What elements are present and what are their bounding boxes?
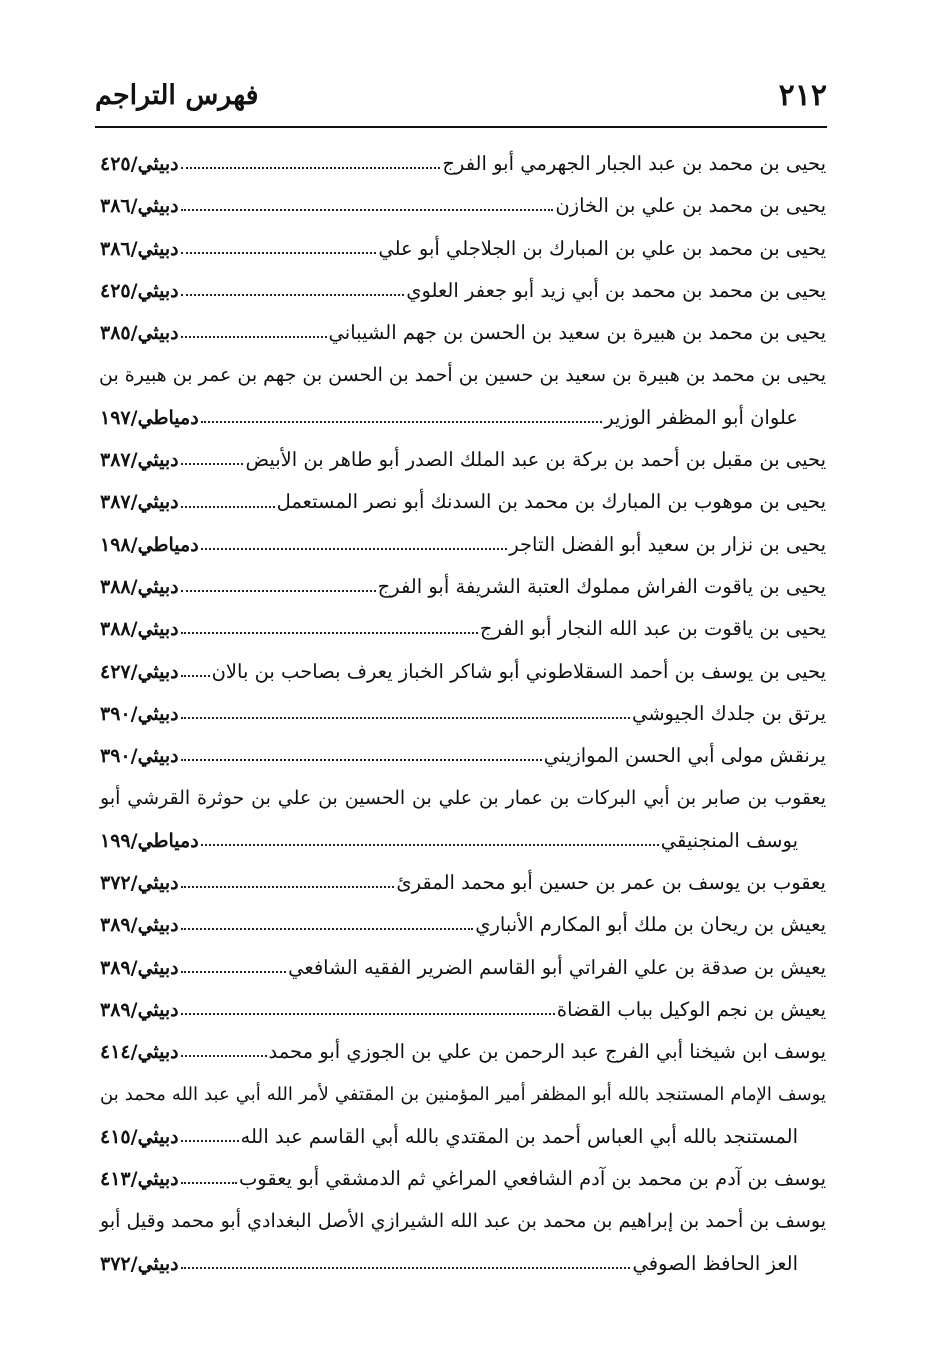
index-entry (100, 143, 826, 185)
index-entry (100, 777, 826, 862)
entry-reference: دبيثي/٤٢٧ (100, 660, 179, 683)
entry-name: يحيى بن موهوب بن المبارك بن محمد بن السدنك أبو نصر المستعمل (276, 490, 826, 514)
index-entry (100, 481, 826, 523)
entry-name: يحيى بن نزار بن سعيد أبو الفضل التاجر (509, 532, 826, 556)
entry-name: المستنجد بالله أبي العباس أحمد بن المقتدي بالله أبي القاسم عبد الله (240, 1124, 798, 1148)
index-entry (100, 1074, 826, 1159)
entry-line (100, 1158, 826, 1200)
entry-continuation-line (100, 397, 826, 439)
entry-reference: دبيثي/٤١٥ (100, 1125, 179, 1148)
index-entry (100, 439, 826, 481)
dot-leader (181, 167, 441, 169)
entry-line (100, 270, 826, 312)
entry-reference: دمياطي/١٩٩ (100, 829, 199, 852)
entry-line (100, 354, 826, 396)
entry-reference: دبيثي/٤٢٥ (100, 279, 179, 302)
index-entry (100, 354, 826, 439)
entry-reference: دبيثي/٣٧٢ (100, 1252, 179, 1275)
entry-reference: دبيثي/٣٨٦ (100, 237, 179, 260)
entry-reference: دبيثي/٤٢٥ (100, 153, 179, 175)
biography-index-list (100, 143, 826, 1285)
entry-line (100, 777, 826, 819)
dot-leader (181, 590, 376, 592)
index-entry (100, 651, 826, 693)
entry-reference: دبيثي/٣٨٧ (100, 491, 179, 514)
index-entry (100, 608, 826, 650)
dot-leader (181, 1267, 631, 1269)
entry-name: يوسف بن أحمد بن إبراهيم بن محمد بن عبد الله الشيرازي الأصل البغدادي أبو محمد وقيل أبو (100, 1210, 826, 1233)
index-entry (100, 270, 826, 312)
entry-name: علوان أبو المظفر الوزير (604, 405, 798, 429)
index-entry (100, 228, 826, 270)
index-entry (100, 947, 826, 989)
entry-reference: دبيثي/٣٨٧ (100, 449, 179, 472)
entry-name: يحيى بن يوسف بن أحمد السقلاطوني أبو شاكر الخباز يعرف بصاحب بن بالان (211, 659, 826, 683)
entry-reference: دمياطي/١٩٧ (100, 406, 199, 429)
entry-name: يعيش بن نجم الوكيل بباب القضاة (556, 997, 826, 1021)
entry-line (100, 947, 826, 989)
index-entry (100, 1031, 826, 1073)
entry-name: يحيى بن محمد بن علي بن الخازن (555, 194, 826, 218)
entry-line (100, 185, 826, 227)
index-entry (100, 566, 826, 608)
entry-name: يعقوب بن صابر بن أبي البركات بن عمار بن علي بن الحسين بن علي بن حوثرة القرشي أبو (100, 787, 826, 810)
dot-leader (181, 252, 377, 254)
dot-leader (201, 844, 659, 846)
index-entry (100, 693, 826, 735)
entry-line (100, 143, 826, 185)
entry-name: يوسف المنجنيقي (660, 828, 798, 852)
index-entry (100, 904, 826, 946)
entry-line (100, 693, 826, 735)
index-entry (100, 312, 826, 354)
entry-name: يحيى بن ياقوت بن عبد الله النجار أبو الفرج (479, 617, 826, 641)
entry-name: يوسف الإمام المستنجد بالله أبو المظفر أمير المؤمنين بن المقتفي لأمر الله أبي عبد الله محمد بن (100, 1083, 826, 1105)
page-header (95, 76, 827, 122)
dot-leader (181, 971, 287, 973)
entry-reference: دبيثي/٣٨٦ (100, 195, 179, 218)
entry-line (100, 651, 826, 693)
entry-reference: دمياطي/١٩٨ (100, 533, 199, 556)
index-entry (100, 1158, 826, 1200)
entry-reference: دبيثي/٤١٤ (100, 1041, 179, 1064)
entry-line (100, 228, 826, 270)
entry-name: يوسف ابن شيخنا أبي الفرج عبد الرحمن بن علي بن الجوزي أبو محمد (268, 1040, 826, 1064)
entry-reference: دبيثي/٤١٣ (100, 1168, 179, 1191)
index-entry (100, 735, 826, 777)
dot-leader (201, 548, 508, 550)
dot-leader (181, 886, 395, 888)
entry-reference: دبيثي/٣٧٢ (100, 872, 179, 895)
dot-leader (181, 336, 327, 338)
index-entry (100, 524, 826, 566)
header-rule (95, 126, 827, 128)
entry-reference: دبيثي/٣٨٨ (100, 575, 179, 598)
entry-name: يعيش بن ريحان بن ملك أبو المكارم الأنباري (475, 913, 826, 937)
entry-reference: دبيثي/٣٨٨ (100, 618, 179, 641)
entry-line (100, 735, 826, 777)
entry-name: يحيى بن محمد بن هبيرة بن سعيد بن الحسن بن جهم الشيباني (328, 321, 826, 345)
dot-leader (181, 1013, 555, 1015)
dot-leader (181, 294, 405, 296)
dot-leader (181, 209, 554, 211)
dot-leader (181, 1182, 237, 1184)
entry-name: يحيى بن محمد بن علي بن المبارك بن الجلاجلي أبو علي (378, 236, 826, 260)
entry-line (100, 481, 826, 523)
entry-line (100, 608, 826, 650)
index-entry (100, 185, 826, 227)
entry-name: يحيى بن محمد بن هبيرة بن سعيد بن حسين بن أحمد بن الحسن بن جهم بن عمر بن هبيرة بن (98, 364, 826, 387)
entry-line (100, 1074, 826, 1116)
index-entry (100, 1200, 826, 1285)
dot-leader (181, 675, 210, 677)
dot-leader (181, 1140, 239, 1142)
entry-line (100, 1031, 826, 1073)
dot-leader (181, 717, 630, 719)
page-number: ٢١٢ (778, 78, 827, 113)
entry-line (100, 989, 826, 1031)
entry-continuation-line (100, 1116, 826, 1158)
dot-leader (181, 759, 542, 761)
entry-reference: دبيثي/٣٨٩ (100, 914, 179, 937)
entry-continuation-line (100, 820, 826, 862)
entry-line (100, 439, 826, 481)
entry-name: يعيش بن صدقة بن علي الفراتي أبو القاسم الضرير الفقيه الشافعي (288, 955, 826, 979)
running-title: فهرس التراجم (95, 80, 259, 111)
dot-leader (181, 632, 478, 634)
index-entry (100, 989, 826, 1031)
entry-reference: دبيثي/٣٨٥ (100, 322, 179, 345)
entry-line (100, 312, 826, 354)
dot-leader (181, 1055, 267, 1057)
entry-name: يحيى بن ياقوت الفراش مملوك العتبة الشريفة أبو الفرج (377, 574, 826, 598)
entry-name: يرنقش مولى أبي الحسن الموازيني (543, 744, 826, 768)
dot-leader (201, 421, 603, 423)
entry-line (100, 904, 826, 946)
entry-line (100, 862, 826, 904)
index-entry (100, 862, 826, 904)
entry-reference: دبيثي/٣٩٠ (100, 702, 179, 725)
dot-leader (181, 506, 275, 508)
entry-reference: دبيثي/٣٩٠ (100, 745, 179, 768)
entry-reference: دبيثي/٣٨٩ (100, 956, 179, 979)
dot-leader (181, 463, 244, 465)
entry-continuation-line (100, 1243, 826, 1285)
entry-reference: دبيثي/٣٨٩ (100, 998, 179, 1021)
entry-line (100, 566, 826, 608)
entry-name: يوسف بن آدم بن محمد بن آدم الشافعي المراغي ثم الدمشقي أبو يعقوب (238, 1167, 826, 1191)
entry-name: يعقوب بن يوسف بن عمر بن حسين أبو محمد المقرئ (396, 871, 826, 895)
entry-name: يحيى بن مقبل بن أحمد بن بركة بن عبد الملك الصدر أبو طاهر بن الأبيض (245, 448, 826, 472)
entry-name: يرتق بن جلدك الجيوشي (631, 701, 826, 725)
entry-name: العز الحافظ الصوفي (632, 1251, 798, 1275)
dot-leader (181, 928, 474, 930)
entry-line (100, 524, 826, 566)
entry-name: يحيى بن محمد بن محمد بن أبي زيد أبو جعفر العلوي (406, 278, 826, 302)
entry-name: يحيى بن محمد بن عبد الجبار الجهرمي أبو الفرج (442, 152, 826, 175)
entry-line (100, 1200, 826, 1242)
